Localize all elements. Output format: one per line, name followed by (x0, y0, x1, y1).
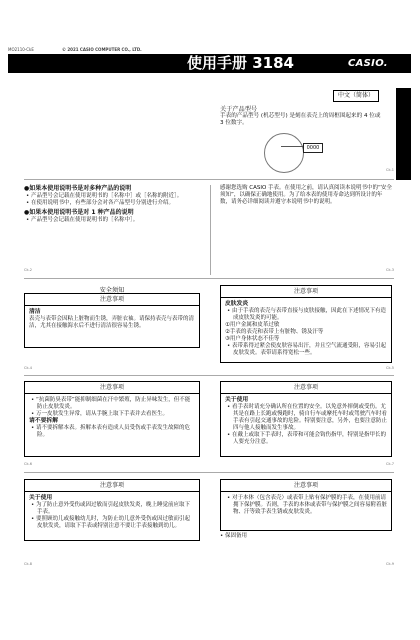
page-number: Ck-4 (24, 366, 32, 370)
notice-box-title: 注意事项 (25, 480, 199, 492)
disassembly-heading: 请不要拆解 (29, 418, 58, 424)
cleaning-heading: 清洁 (29, 309, 41, 315)
divider (24, 472, 394, 473)
page-number: Ck-8 (24, 562, 32, 566)
skin-heading: 皮肤发炎 (225, 301, 249, 307)
product-model-heading: 关于产品型号 (220, 106, 258, 113)
notice-box-title: 注意事项 (25, 382, 199, 394)
page-number: Ck-2 (24, 268, 32, 272)
cleaning-notice-box (24, 293, 200, 348)
language-label: 中文（简体） (333, 90, 379, 102)
copyright: © 2021 CASIO COMPUTER CO., LTD. (62, 47, 142, 52)
page-number: Ck-1 (386, 168, 394, 172)
page-number: Ck-6 (24, 462, 32, 466)
model-leader-line (281, 146, 303, 147)
notice-box-title: 注意事项 (25, 294, 199, 306)
film-notice-box (220, 479, 392, 531)
skin-notice-box (220, 285, 392, 363)
notice-box-title: 注意事项 (221, 480, 391, 492)
watch-back-illustration (264, 133, 304, 173)
list-item: • 在戴上或取下手表时，表带和可能会钩伤指甲，特别是指甲长的人要充分注意。 (227, 432, 387, 445)
page-title: 使用手册 3184 (187, 54, 294, 72)
divider (24, 278, 394, 279)
multi-product-heading: ●如果本使用说明书是对多种产品的说明 (24, 185, 132, 192)
circled-item: ③用户身体状态不佳等 (225, 336, 280, 342)
list-item: • 看手表时请充分确认所在位置的安全。以免意外摔倒或受伤。尤其是在路上长跑或慢跑时，骑自行车或摩托车时或驾驶汽车时看手表有引起交通事故的危险。特别要注意，另外，也要注意防止四与他人接触而发生事故。 (227, 404, 388, 431)
usage-notice-box (220, 381, 392, 457)
casio-logo: CASIO. (348, 58, 388, 69)
notice-box-title: 注意事项 (221, 286, 391, 298)
list-item: • 请不要拆解本表。拆解本表有造成人员受伤或手表发生故障的危险。 (31, 425, 191, 438)
list-item: • 由于手表的表壳与表带直接与皮肤接触，因此在下述情况下有造成皮肤发炎的可能。 (227, 308, 387, 321)
list-item: • 表带系得过紧会使皮肤容易出汗，并且空气流通受阻，容易引起皮肤发炎。表带请系得宽松一些。 (227, 343, 387, 356)
list-item: • 对于本体（包含表壳）或表带上贴有保护膜的手表，在使用前请拥下保护膜。否则，手表的本体或表带与保护膜之间容易附着脏物、汗等致手表生锈或皮肤发炎。 (227, 495, 388, 515)
list-item: • “抗菌防臭表带”能抑制细菌在汗中繁殖，防止异味发生，但不能防止皮肤发炎。 (31, 397, 191, 410)
list-item: • 产品型号会记载在使用说明书的［名称中］或［名称的附近］。 (26, 193, 183, 199)
usage-heading: 关于使用 (29, 495, 53, 501)
circled-item: ②手表的表壳和表带上有脏物、锈及汗等 (225, 329, 324, 335)
page-number: Ck-7 (386, 462, 394, 466)
single-product-heading: ●如果本使用说明书是对 1 种产品的说明 (24, 209, 134, 216)
usage-notice-box (24, 479, 200, 541)
language-side-tab (396, 88, 411, 180)
list-item: • 在使用说明书中，有些部分会对各产品型号分别进行介绍。 (26, 200, 175, 206)
page-number: Ck-3 (386, 268, 394, 272)
doc-code: MO2110-CkE (8, 47, 34, 52)
cleaning-text: 表壳与表带会因粘上脏物而生锈，弄脏衣袖。请保持表壳与表带的清洁，尤其在接触海水后不进行清洁很容易生锈。 (29, 316, 195, 329)
list-item: • 要照顾幼儿或接触幼儿时，为防止幼儿意外受伤或因过敏而引起皮肤发炎，请取下手表或特别注意不要让手表接触到幼儿。 (31, 516, 191, 529)
list-item: • 万一皮肤发生异常，请从手腕上取下手表并去看医生。 (31, 411, 169, 417)
page-number: Ck-9 (386, 562, 394, 566)
warranty-note: • 保固备用 (220, 533, 247, 539)
product-model-text: 手表的产品型号 (机芯型号) 是刻在表壳上的周框围起来的 4 位或 3 位数字。 (220, 113, 381, 127)
page-number: Ck-5 (386, 366, 394, 370)
divider (24, 179, 394, 180)
list-item: • 为了防止意外受伤或因过敏而引起皮肤发炎，晚上睡觉前应取下手表。 (31, 502, 191, 515)
strap-notice-box (24, 381, 200, 457)
usage-heading: 关于使用 (225, 397, 249, 403)
divider (24, 375, 394, 376)
circled-item: ①用户金属和皮革过敏 (225, 322, 280, 328)
thanks-text: 感谢您选购 CASIO 手表。在使用之前，请认真阅读本说明书中的“安全须知”，以确保正确地使用。为了给本表的使用寿命达到所设计的年数，请务必详细阅读并遵守本说明书中的说明。 (220, 185, 392, 205)
safety-title: 安全须知 (99, 287, 125, 294)
multi-product-section (24, 185, 199, 224)
notice-box-title: 注意事项 (221, 382, 391, 394)
model-number-box: 0000 (303, 143, 323, 153)
column-divider (210, 185, 211, 275)
list-item: • 产品型号会记载在使用说明书的［名称中］。 (26, 217, 139, 223)
